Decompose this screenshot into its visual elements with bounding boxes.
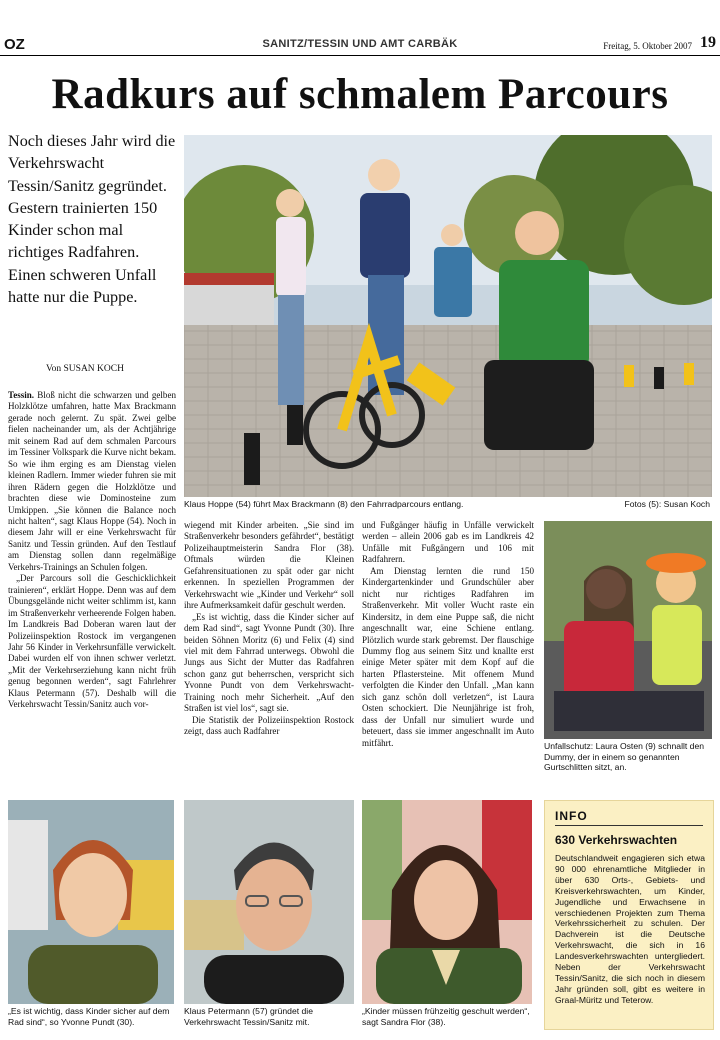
dateline: Tessin. — [8, 390, 35, 400]
byline-prefix: Von — [46, 364, 64, 374]
info-text: Deutschlandweit engagieren sich etwa 90 000 ehrenamtliche Mitglieder in über 630 Orts-, Gebiets- und Kreisverkehrswachten, um Kinder, Jugendliche und Erwachsene in verschiedenen Projekten zum Thema Verkehrssicherheit zu schulen. Der Dachverein ist die Deutsche Verkehrswacht, die sich in 16 Landesverkehrswachten untergliedert. Neben der Verkehrswacht Tessin/Sanitz, die sich noch in diesem Jahr gründen soll, gibt es weitere in Graal-Müritz und Teterow. — [555, 853, 705, 1005]
info-label: INFO — [555, 809, 588, 823]
portrait-sandra-flor — [362, 800, 532, 1004]
main-photo — [184, 135, 712, 497]
paragraph-text: „Der Parcours soll die Geschicklichkeit trainieren“, erklärt Hoppe. Denn was auf dem Übungsgelände nicht weiter schlimm ist, kann im Straßenverkehr verheerende Folgen haben. Im Landkreis Bad Doberan waren laut der Polizeiinspektion Rostock im vergangenen Jahr 56 Kinder in Verkehrsunfälle verwickelt. Dabei wurden elf von ihnen schwer verletzt. „Mit der Verkehrserziehung kann nicht früh genug begonnen werden“, sagt Fahrlehrer Klaus Petermann (57). Deshalb will die Verkehrswacht Tessin/Sanitz auch vor- — [8, 573, 176, 710]
info-title: 630 Verkehrswachten — [555, 833, 678, 847]
portrait-2-illustration — [184, 800, 354, 1004]
paragraph: und Fußgänger häufig in Unfälle verwickelt werden – allein 2006 gab es im Landkreis 42 Unfälle mit Fußgängern und 106 mit Radfahrern. — [362, 520, 534, 565]
article-column-1 — [8, 390, 176, 711]
paragraph: „Es ist wichtig, dass die Kinder sicher auf dem Rad sind“, sagt Yvonne Pundt (30). Ihre beiden Söhnen Moritz (6) und Felix (4) sind viel mit dem Fahrrad unterwegs. Obwohl die Jungs aus Sicht der Mutter das Radfahren schon ganz gut beherrschen, verspricht sich Yvonne Pundt von dem Verkehrswacht-Training noch mehr Sicherheit. „Auf den Straßen ist viel los“, sagt sie. — [184, 611, 354, 714]
article-headline: Radkurs auf schmalem Parcours — [51, 71, 669, 118]
main-photo-caption: Klaus Hoppe (54) führt Max Brackmann (8) den Fahrradparcours entlang. — [184, 499, 464, 509]
section-title: SANITZ/TESSIN UND AMT CARBÄK — [262, 38, 458, 50]
portrait-1-illustration — [8, 800, 174, 1004]
paragraph — [8, 573, 176, 710]
side-photo — [544, 521, 712, 739]
newspaper-logo: OZ — [4, 36, 25, 53]
paragraph — [8, 390, 176, 573]
side-photo-illustration — [544, 521, 712, 739]
byline-name: SUSAN KOCH — [63, 364, 124, 374]
portrait-3-caption: „Kinder müssen frühzeitig geschult werden“, sagt Sandra Flor (38). — [362, 1006, 530, 1027]
side-photo-caption: Unfallschutz: Laura Osten (9) schnallt den Dummy, der in einem so genannten Gurtschlitten sitzt, an. — [544, 741, 705, 772]
issue-date: Freitag, 5. Oktober 2007 — [603, 41, 692, 51]
portrait-1-caption: „Es ist wichtig, dass Kinder sicher auf dem Rad sind“, so Yvonne Pundt (30). — [8, 1006, 170, 1027]
byline — [46, 364, 124, 374]
article-column-3 — [362, 520, 534, 749]
photo-credit: Fotos (5): Susan Koch — [624, 499, 710, 509]
header-rule — [0, 55, 720, 56]
portrait-3-illustration — [362, 800, 532, 1004]
article-lead: Noch dieses Jahr wird die Verkehrswacht Tessin/Sanitz gegründet. Gestern trainierten 150 Kinder schon mal richtiges Radfahren. Einen schweren Unfall hatte nur die Puppe. — [8, 132, 176, 307]
page-number: 19 — [700, 34, 716, 51]
info-box — [544, 800, 714, 1030]
article-column-2 — [184, 520, 354, 738]
main-photo-illustration — [184, 135, 712, 497]
paragraph: Am Dienstag lernten die rund 150 Kindergartenkinder und Grundschüler aber nicht nur richtiges Radfahren im Straßenverkehr. Mit voller Wucht raste ein Kindersitz, in dem eine Puppe saß, die nicht angeschnallt war, eine Schiene entlang. Plötzlich wurde stark gebremst. Der flauschige Dummy flog aus seinem Sitz und knallte erst einige Meter später mit dem Kopf auf die harten Pflastersteine. Mit offenem Mund verfolgten die Kinder den Unfall. „Man kann sich ganz schön doll verletzen“, ist Laura Osten schockiert. Die Neunjährige ist froh, dass der Unfall nur simuliert wurde und beteuert, dass sie immer angeschnallt im Auto mitfährt. — [362, 565, 534, 748]
paragraph-text: Bloß nicht die schwarzen und gelben Holzklötze umfahren, hatte Max Brackmann gerade noch gelernt. Zu spät. Zwei gelbe fielen nacheinander um, als der Achtjährige mit seinem Rad auf dem schmalen Parcours im Tessiner Volkspark die Kurve nicht bekam. So wie ihm erging es am Dienstag vielen kleinen Radlern. Immer wieder fuhren sie mit ihren Rädern gegen die Holzklötze und brachten diese wie Dominosteine zum Umkippen. „Sie können die Balance noch nicht halten“, sagt Klaus Hoppe (54). Noch in diesem Jahr will er eine Verkehrswacht für Sanitz und Tessin gründen. Auf den Testlauf am Dienstag sollen dann regelmäßige Verkehrs-Trainings an Schulen folgen. — [8, 390, 176, 572]
paragraph: wiegend mit Kinder arbeiten. „Sie sind im Straßenverkehr besonders gefährdet“, bestätigt Polizeihauptmeisterin Sandra Flor (38). Oftmals würden die Kleinen Gefahrensituationen zu spät oder gar nicht erkennen. In speziellen Programmen der Verkehrswacht wie „Kinder und Verkehr“ soll ihre Aufmerksamkeit dafür geschult werden. — [184, 520, 354, 611]
portrait-klaus-petermann — [184, 800, 354, 1004]
paragraph: Die Statistik der Polizeiinspektion Rostock zeigt, dass auch Radfahrer — [184, 714, 354, 737]
info-rule — [555, 825, 703, 826]
portrait-yvonne-pundt — [8, 800, 174, 1004]
portrait-2-caption: Klaus Petermann (57) gründet die Verkehrswacht Tessin/Sanitz mit. — [184, 1006, 313, 1027]
